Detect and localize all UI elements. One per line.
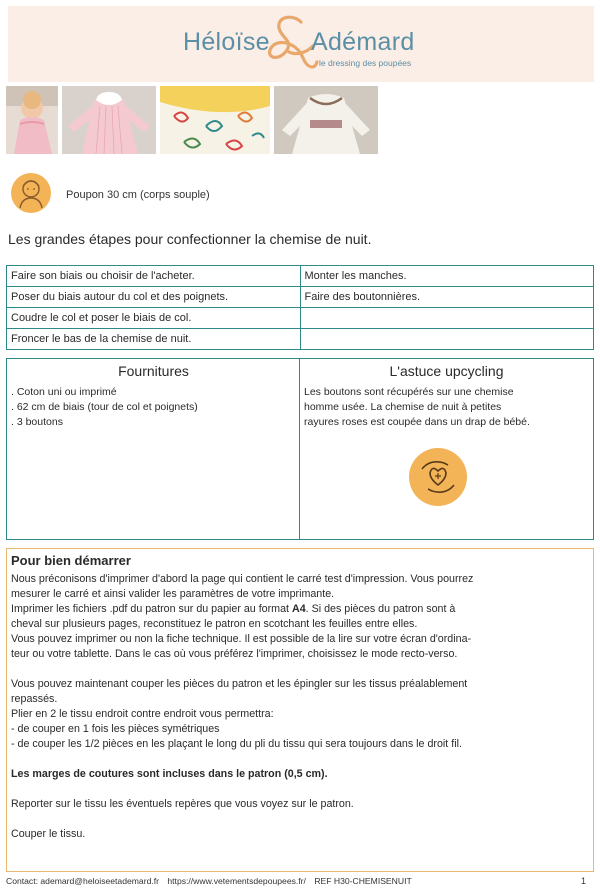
starter-text: cheval sur plusieurs pages, reconstituez le patron en scotchant les feuilles entre elles. — [11, 618, 418, 630]
steps-table — [6, 265, 594, 350]
photo-white-nightgown — [274, 86, 378, 154]
contact-email[interactable]: Contact: ademard@heloiseetademard.fr — [6, 876, 159, 886]
cut-note: Couper le tissu. — [11, 828, 86, 840]
upcycling-box — [299, 358, 594, 540]
supplies-title: Fournitures — [118, 363, 189, 379]
step-cell — [300, 329, 594, 350]
footer — [6, 876, 594, 886]
table-row — [7, 329, 594, 350]
photo-pink-nightgown — [62, 86, 156, 154]
recycle-hands-icon — [408, 447, 468, 507]
starter-text: Plier en 2 le tissu endroit contre endroit vous permettra: — [11, 708, 274, 720]
starter-text: - de couper en 1 fois les pièces symétriques — [11, 723, 220, 735]
list-item: . Coton uni ou imprimé — [11, 386, 117, 398]
step-cell: Faire des boutonnières. — [300, 287, 594, 308]
starter-text: teur ou votre tablette. Dans le cas où vous préférez l'imprimer, choisissez le mode recto-verso. — [11, 648, 458, 660]
reference: REF H30-CHEMISENUIT — [314, 876, 412, 886]
print-format: A4 — [291, 603, 306, 615]
website-link[interactable]: https://www.vetementsdepoupees.fr/ — [167, 876, 306, 886]
print-prefix: Imprimer les fichiers .pdf du patron sur du papier au format — [11, 603, 292, 615]
report-note: Reporter sur le tissu les éventuels repères que vous voyez sur le patron. — [11, 798, 354, 810]
supplies-box — [6, 358, 301, 540]
table-row — [7, 266, 594, 287]
upcycling-title: L'astuce upcycling — [389, 363, 504, 379]
print-suffix: . Si des pièces du patron sont à — [305, 603, 456, 615]
list-item: . 3 boutons — [11, 416, 63, 428]
starter-text: Nous préconisons d'imprimer d'abord la page qui contient le carré test d'impression. Vous pourrez — [11, 573, 474, 585]
margins-note: Les marges de coutures sont incluses dans le patron (0,5 cm). — [11, 768, 328, 780]
upcycling-line: homme usée. La chemise de nuit à petites — [304, 401, 502, 413]
steps-title: Les grandes étapes pour confectionner la chemise de nuit. — [8, 231, 372, 247]
doll-caption: Poupon 30 cm (corps souple) — [66, 189, 210, 201]
brand-logo — [171, 14, 431, 74]
brand-name-left: Héloïse — [183, 28, 270, 56]
upcycling-line: Les boutons sont récupérés sur une chemise — [304, 386, 514, 398]
brand-header — [8, 6, 594, 82]
brand-name-right: Adémard — [311, 28, 415, 56]
table-row — [7, 287, 594, 308]
step-cell: Monter les manches. — [300, 266, 594, 287]
table-row — [7, 308, 594, 329]
photo-paisley-fabric — [160, 86, 270, 154]
starter-text: Vous pouvez maintenant couper les pièces du patron et les épingler sur les tissus préalablement — [11, 678, 468, 690]
step-cell: Faire son biais ou choisir de l'acheter. — [7, 266, 301, 287]
getting-started-title: Pour bien démarrer — [11, 553, 131, 568]
starter-text: Vous pouvez imprimer ou non la fiche technique. Il est possible de la lire sur votre écran d'ordina- — [11, 633, 472, 645]
starter-text: - de couper les 1/2 pièces en les plaçant le long du pli du tissu qui sera toujours dans le droit fil. — [11, 738, 462, 750]
list-item: . 62 cm de biais (tour de col et poignets) — [11, 401, 198, 413]
upcycling-line: rayures roses est coupée dans un drap de bébé. — [304, 416, 530, 428]
getting-started-box — [6, 548, 594, 872]
step-cell: Froncer le bas de la chemise de nuit. — [7, 329, 301, 350]
doll-icon — [10, 172, 52, 214]
photo-doll — [6, 86, 58, 154]
upcycling-text — [300, 379, 593, 430]
step-cell: Coudre le col et poser le biais de col. — [7, 308, 301, 329]
print-instruction — [11, 602, 589, 617]
supplies-list — [7, 379, 300, 430]
page-number: 1 — [580, 876, 586, 886]
step-cell: Poser du biais autour du col et des poignets. — [7, 287, 301, 308]
starter-text: mesurer le carré et ainsi valider les paramètres de votre imprimante. — [11, 588, 335, 600]
step-cell — [300, 308, 594, 329]
starter-text: repassés. — [11, 693, 58, 705]
brand-tagline: le dressing des poupées — [319, 58, 412, 68]
